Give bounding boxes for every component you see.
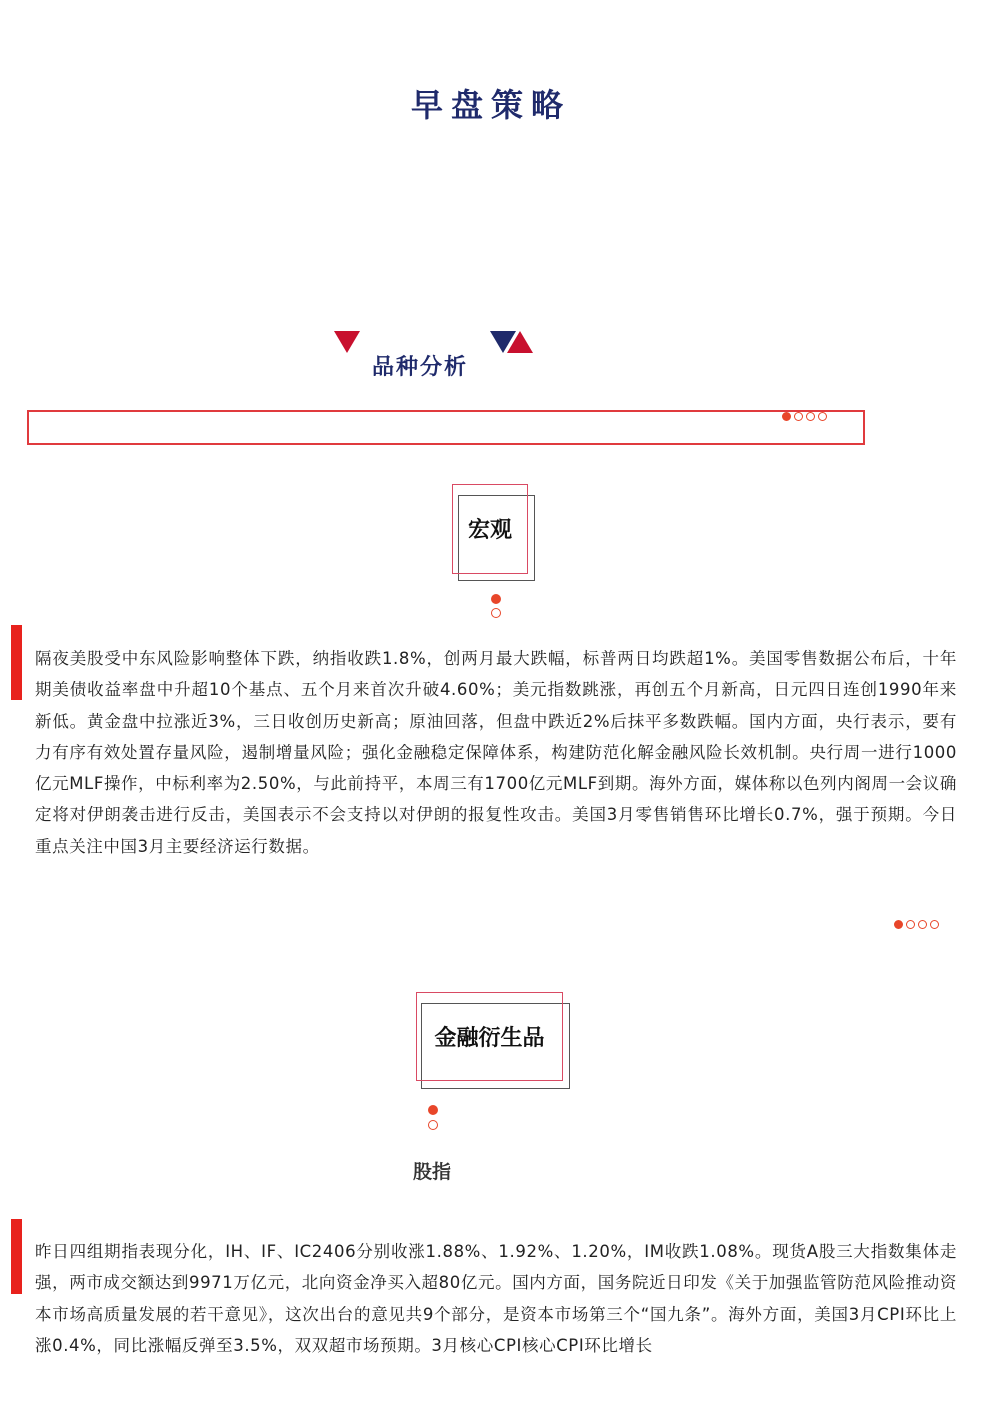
dot-icon [818,412,827,421]
red-triangle-icon [334,331,360,353]
pagination-dots [894,920,939,929]
subsection-heading: 股指 [413,1161,452,1183]
macro-title: 宏观 [467,518,512,543]
dot-icon [894,920,903,929]
red-up-triangle-icon [507,331,533,353]
section-frame [27,410,865,445]
dot-icon [428,1120,438,1130]
accent-bar [11,1219,22,1294]
dot-icon [782,412,791,421]
macro-body: 隔夜美股受中东风险影响整体下跌，纳指收跌1.8%，创两月最大跌幅，标普两日均跌超1%。美国零售数据公布后，十年期美债收益率盘中升超10个基点、五个月来首次升破4.60%；美元指数跳涨，再创五个月新高，日元四日连创1990年来新低。黄金盘中拉涨近3%，三日收创历史新高；原油回落，但盘中跌近2%后抹平多数跌幅。国内方面，央行表示，要有力有序有效处置存量风险，遏制增量风险；强化金融稳定保障体系，构建防范化解金融风险长效机制。央行周一进行1000亿元MLF操作，中标利率为2.50%，与此前持平，本周三有1700亿元MLF到期。海外方面，媒体称以色列内阁周一会议确定将对伊朗袭击进行反击，美国表示不会支持以对伊朗的报复性攻击。美国3月零售销售环比增长0.7%，强于预期。今日重点关注中国3月主要经济运行数据。 [35,649,957,856]
pagination-dots [782,412,827,421]
section-heading: 品种分析 [372,355,469,380]
accent-bar [11,625,22,700]
page-title: 早盘策略 [410,86,571,124]
dot-icon [428,1105,438,1115]
dot-icon [806,412,815,421]
dot-icon [930,920,939,929]
derivatives-body: 昨日四组期指表现分化，IH、IF、IC2406分别收涨1.88%、1.92%、1.20%，IM收跌1.08%。现货A股三大指数集体走强，两市成交额达到9971万亿元，北向资金净买入超80亿元。国内方面，国务院近日印发《关于加强监管防范风险推动资本市场高质量发展的若干意见》，这次出台的意见共9个部分，是资本市场第三个“国九条”。海外方面，美国3月CPI环比上涨0.4%，同比涨幅反弹至3.5%，双双超市场预期。3月核心CPI核心CPI环比增长 [35,1242,957,1355]
dot-icon [491,608,501,618]
dot-icon [491,594,501,604]
derivatives-title: 金融衍生品 [434,1026,545,1051]
dot-icon [918,920,927,929]
dot-icon [906,920,915,929]
dot-icon [794,412,803,421]
